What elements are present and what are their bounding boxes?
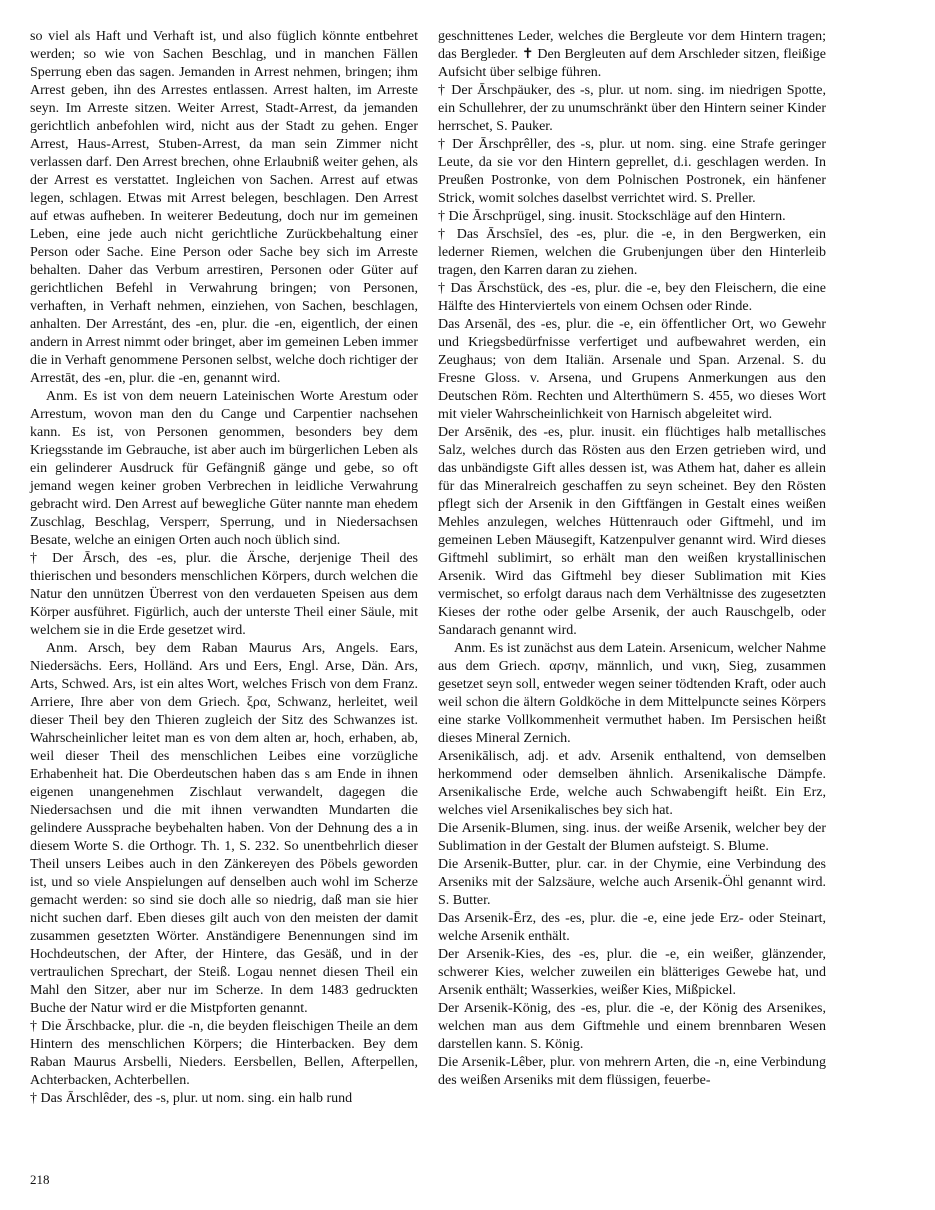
entry-paragraph: Die Arsenik-Lêber, plur. von mehrern Arten, die -n, eine Verbindung des weißen Arseniks mit dem flüssigen, feuerbe-: [438, 1055, 826, 1088]
entry-paragraph: † Das Ārschstück, des -es, plur. die -e, bey den Fleischern, die eine Hälfte des Hinterviertels von einem Ochsen oder Rinde.: [438, 281, 826, 314]
entry-paragraph: † Der Ārschpäuker, des -s, plur. ut nom. sing. im niedrigen Spotte, ein Schullehrer, der zu unumschränkt über den Hintern seiner Kinder herrschet, S. Pauker.: [438, 83, 826, 134]
entry-paragraph: geschnittenes Leder, welches die Bergleute vor dem Hintern tragen; das Bergleder. ✝ Den Bergleuten auf dem Arschleder sitzen, fleißige Aufsicht über selbige führen.: [438, 29, 826, 80]
entry-paragraph: † Das Ārschsīel, des -es, plur. die -e, in den Bergwerken, ein lederner Riemen, welchen die Grubenjungen über den Hinterleib tragen, den Karren daran zu ziehen.: [438, 227, 826, 278]
entry-paragraph: Die Arsenik-Blumen, sing. inus. der weiße Arsenik, welcher bey der Sublimation in der Gestalt der Blumen aufsteigt. S. Blume.: [438, 821, 826, 854]
entry-paragraph: † Der Ārsch, des -es, plur. die Ärsche, derjenige Theil des thierischen und besonders menschlichen Körpers, durch welchen die Natur den unnützen Überrest von den verdaueten Speisen aus dem Körper ausführet. Figürlich, auch der unterste Theil einer Säule, mit welchem sie in die Erde gesetzet wird.: [30, 551, 418, 638]
entry-paragraph: † Der Ārschprêller, des -s, plur. ut nom. sing. eine Strafe geringer Leute, da sie vor den Hintern geprellet, d.i. geschlagen werden. In Preußen Postronke, von dem Polnischen Postronek, ein hänfener Strick, womit solches daselbst verrichtet wird. S. Preller.: [438, 137, 826, 206]
entry-paragraph: Das Arsenāl, des -es, plur. die -e, ein öffentlicher Ort, wo Gewehr und Kriegsbedürfnisse verfertiget und aufbewahret werden, ein Zeughaus; von dem Italiän. Arsenale und Span. Arzenal. S. du Fresne Gloss. v. Arsena, und Grupens Anmerkungen aus den Deutschen Röm. Rechten und Alterthümern S. 455, wo dieses Wort mit vieler Wahrscheinlichkeit von Harnisch abgeleitet wird.: [438, 317, 826, 422]
note-paragraph: Anm. Es ist von dem neuern Lateinischen Worte Arestum oder Arrestum, wovon man den du Cange und Carpentier nachsehen kann. Es ist, von Personen genommen, besonders bey dem Kriegsstande im Gebrauche, ist aber auch im bürgerlichen Leben als ein gelinderer Ausdruck für Gefängniß gänge und gebe, so oft jemand wegen keiner groben Verbrechen in leidliche Verwahrung gebracht wird. Den Arrest auf bewegliche Güter nannte man ehedem Zuschlag, Beschlag, Versperr, Sperrung, und in Niedersachsen Besate, welche an einigen Orten auch noch üblich sind.: [30, 389, 418, 548]
left-column: [30, 28, 418, 1108]
page-number: 218: [30, 1172, 50, 1187]
entry-paragraph: † Das Ārschlêder, des -s, plur. ut nom. sing. ein halb rund: [30, 1091, 353, 1106]
entry-paragraph: Der Arsēnik, des -es, plur. inusit. ein flüchtiges halb metallisches Salz, welches durch das Rösten aus den Erzen getrieben wird, und das unbändigste Gift alles dessen ist, was Athem hat, daher es allein für das Mineralreich geschaffen zu seyn scheinet. Bey den Rösten pflegt sich der Arsenik in den Giftfängen in Gestalt eines weißen Mehles anzulegen, welches Hüttenrauch oder Giftmehl, und im gemeinen Leben Mäusegift, Katzenpulver genannt wird. Wird dieses Giftmehl sublimirt, so erhält man den weißen krystallinischen Arsenik. Wird das Giftmehl bey dieser Sublimation mit Kies vermischet, so erfolgt daraus nach dem Verhältnisse des zugesetzten Kieses der rothe oder gelbe Arsenik, der auch Rauschgelb, oder Sandarach genannt wird.: [438, 425, 826, 638]
entry-paragraph: Das Arsenik-Ērz, des -es, plur. die -e, eine jede Erz- oder Steinart, welche Arsenik enthält.: [438, 911, 826, 944]
entry-paragraph: so viel als Haft und Verhaft ist, und also füglich könnte entbehret werden; so wie von Sachen Beschlag, und in manchen Fällen Sperrung eben das sagen. Jemanden in Arrest nehmen, bringen; ihm Arrest geben, ihn des Arrestes entlassen. Arrest halten, im Arreste seyn. Im Arreste sitzen. Weiter Arrest, Stadt-Arrest, da jemanden gerichtlich anbefohlen wird, nicht aus der Stadt zu gehen. Enger Arrest, Haus-Arrest, Stuben-Arrest, da man sein Zimmer nicht verlassen darf. Den Arrest brechen, ohne Erlaubniß weiter gehen, als der Arrest es verstattet. Ingleichen von Sachen. Arrest auf etwas legen, schlagen. Etwas mit Arrest belegen, beschlagen. Den Arrest auf etwas aufheben. In weiterer Bedeutung, doch nur im gemeinen Leben, eine jede auch nicht gerichtliche Zurückbehaltung einer Person oder Sache. Eine Person oder Sache bey sich im Arreste behalten. Daher das Verbum arrestiren, Personen oder Güter auf gerichtlichen Befehl in Verwahrung bringen; von Personen, verhaften, in Verhaft nehmen, einziehen, von Sachen, beschlagen, anhalten. Der Arrestánt, des -en, plur. die -en, eigentlich, der einen andern in Arrest nimmt oder bringet, aber im gemeinen Leben immer die in Verhaft genommene Personen selbst, welche doch richtiger der Arrestāt, des -en, plur. die -en, genannt wird.: [30, 29, 418, 386]
note-paragraph: Anm. Es ist zunächst aus dem Latein. Arsenicum, welcher Nahme aus dem Griech. αρσην, männlich, und νικη, Sieg, zusammen gesetzet seyn soll, entweder wegen seiner tödtenden Kraft, oder auch weil schon die ältern Goldköche in dem Mittelpuncte seines Körpers eine starke Vollkommenheit vermuthet haben. Im Persischen heißt dieses Mineral Zernich.: [438, 641, 826, 746]
entry-paragraph: Der Arsenik-König, des -es, plur. die -e, der König des Arsenikes, welchen man aus dem Giftmehle und einem brennbaren Wesen darstellen kann. S. König.: [438, 1001, 826, 1052]
entry-paragraph: † Die Ārschbacke, plur. die -n, die beyden fleischigen Theile an dem Hintern des menschlichen Körpers; die Hinterbacken. Bey dem Raban Maurus Arsbelli, Nieders. Eersbellen, Bellen, Afterpellen, Achterbacken, Achterbellen.: [30, 1019, 418, 1088]
entry-paragraph: † Die Ārschprügel, sing. inusit. Stockschläge auf den Hintern.: [438, 209, 786, 224]
right-column: [438, 28, 826, 1090]
note-paragraph: Anm. Arsch, bey dem Raban Maurus Ars, Angels. Ears, Niedersächs. Eers, Holländ. Ars und Eers, Engl. Arse, Dän. Ars, Arts, Schwed. Ars, ist ein altes Wort, welches Frisch von dem Franz. Arriere, Ihre aber von dem Griech. ξρα, Schwanz, herleitet, weil dieser Theil bey den Thieren zugleich der Sitz des Schwanzes ist. Wahrscheinlicher leitet man es von dem alten ar, hoch, erhaben, ab, weil dieser Theil des menschlichen Leibes eine vorzügliche Erhabenheit hat. Die Oberdeutschen haben das s am Ende in ihnen eigenen unangenehmen Zischlaut verwandelt, dagegen die Niedersachsen und die mit ihnen verwandten Mundarten die gelindere Aussprache beybehalten haben. Von der Dehnung des a in diesem Worte S. die Orthogr. Th. 1, S. 232. So unentbehrlich dieser Theil unsers Leibes auch in den Zänkereyen des Pöbels geworden ist, und so viele Anspielungen auf denselben auch wohl im Scherze gemacht werden: so sind sie doch alle so niedrig, daß man sie hier nicht suchen darf. Eben dieses gilt auch von den meisten der damit zusammen gesetzten Wörter. Anständigere Benennungen sind im Hochdeutschen, der After, der Hintere, das Gesäß, und in der vertraulichen Sprechart, der Steiß. Logau nennet diesen Theil ein Mahl den Sitzer, aber nur im Scherze. In dem 1483 gedruckten Buche der Natur wird er die Mistpforten genannt.: [30, 641, 418, 1016]
entry-paragraph: Die Arsenik-Butter, plur. car. in der Chymie, eine Verbindung des Arseniks mit der Salzsäure, welche auch Arsenik-Öhl genannt wird. S. Butter.: [438, 857, 826, 908]
entry-paragraph: Der Arsenik-Kies, des -es, plur. die -e, ein weißer, glänzender, schwerer Kies, welcher zuweilen ein blätteriges Gewebe hat, und Arsenik enthält; Wasserkies, weißer Kies, Mißpickel.: [438, 947, 826, 998]
entry-paragraph: Arsenikālisch, adj. et adv. Arsenik enthaltend, von demselben herkommend oder demselben ähnlich. Arsenikalische Dämpfe. Arsenikalische Erde, welche auch Schwabengift heißt. Ein Erz, welches viel Arsenikalisches bey sich hat.: [438, 749, 826, 818]
